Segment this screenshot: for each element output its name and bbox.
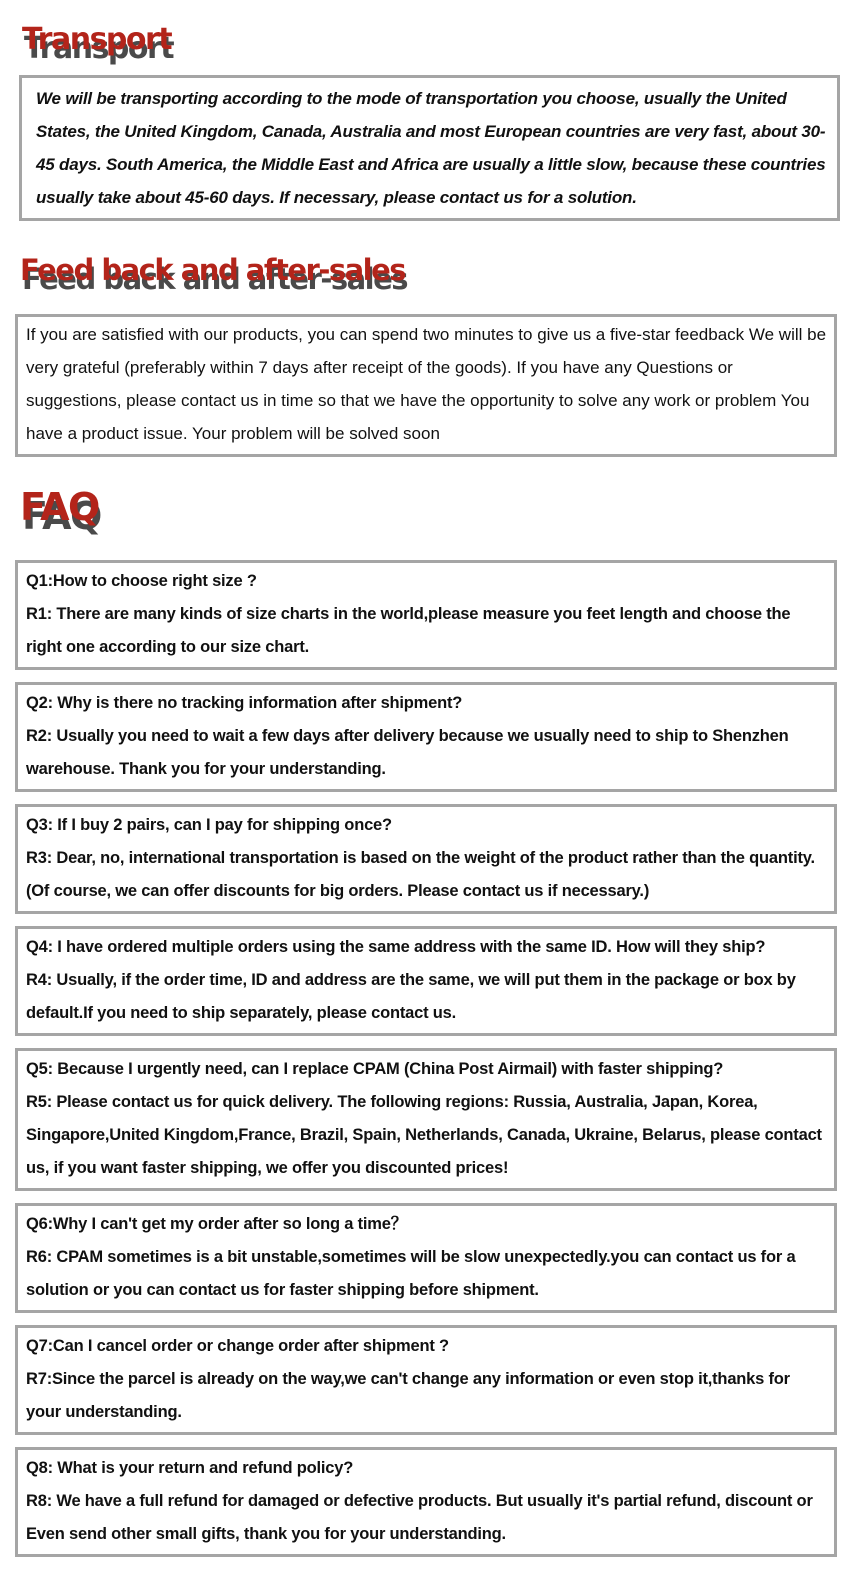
faq-answer: R4: Usually, if the order time, ID and address are the same, we will put them in the package or box by default.If you need to ship separately, please contact us. [26, 971, 796, 1023]
faq-question: Q2: Why is there no tracking information after shipment? [26, 694, 463, 713]
faq-heading: FAQ [20, 484, 99, 529]
faq-item [15, 1325, 837, 1435]
transport-text: We will be transporting according to the mode of transportation you choose, usually the United States, the United Kingdom, Canada, Australia and most European countries are very fast, about 30-45 days. South America, the Middle East and Africa are usually a little slow, because these countries usually take about 45-60 days. If necessary, please contact us for a solution. [36, 89, 826, 207]
faq-question: Q3: If I buy 2 pairs, can I pay for shipping once? [26, 816, 392, 835]
faq-answer: R7:Since the parcel is already on the way,we can't change any information or even stop it,thanks for your understanding. [26, 1370, 790, 1422]
faq-question: Q7:Can I cancel order or change order after shipment ? [26, 1337, 449, 1356]
faq-question: Q1:How to choose right size ? [26, 572, 257, 591]
faq-item [15, 804, 837, 914]
faq-answer: R3: Dear, no, international transportation is based on the weight of the product rather than the quantity. (Of course, we can offer discounts for big orders. Please contact us if necessary.) [26, 849, 815, 901]
transport-heading: Transport [22, 22, 172, 57]
faq-answer: R5: Please contact us for quick delivery. The following regions: Russia, Australia, Japan, Korea, Singapore,United Kingdom,France, Brazil, Spain, Netherlands, Canada, Ukraine, Belarus, please contact us, if you want faster shipping, we offer you discounted prices! [26, 1093, 822, 1178]
faq-answer: R2: Usually you need to wait a few days after delivery because we usually need to ship to Shenzhen warehouse. Thank you for your understanding. [26, 727, 789, 779]
faq-question: Q6:Why I can't get my order after so long a time？ [26, 1215, 408, 1234]
feedback-box [15, 314, 837, 457]
transport-box [19, 75, 840, 221]
faq-item [15, 1447, 837, 1557]
faq-item [15, 682, 837, 792]
faq-answer: R6: CPAM sometimes is a bit unstable,sometimes will be slow unexpectedly.you can contact us for a solution or you can contact us for faster shipping before shipment. [26, 1248, 796, 1300]
faq-answer: R1: There are many kinds of size charts in the world,please measure you feet length and choose the right one according to our size chart. [26, 605, 791, 657]
faq-answer: R8: We have a full refund for damaged or defective products. But usually it's partial refund, discount or Even send other small gifts, thank you for your understanding. [26, 1492, 813, 1544]
faq-question: Q5: Because I urgently need, can I replace CPAM (China Post Airmail) with faster shipping? [26, 1060, 724, 1079]
feedback-heading: Feed back and after-sales [20, 253, 406, 287]
faq-question: Q8: What is your return and refund policy? [26, 1459, 354, 1478]
faq-question: Q4: I have ordered multiple orders using the same address with the same ID. How will they ship? [26, 938, 766, 957]
faq-item [15, 926, 837, 1036]
faq-item [15, 560, 837, 670]
faq-item [15, 1048, 837, 1191]
faq-item [15, 1203, 837, 1313]
faq-list [0, 560, 856, 1557]
feedback-text: If you are satisfied with our products, you can spend two minutes to give us a five-star feedback We will be very grateful (preferably within 7 days after receipt of the goods). If you have any Questions or suggestions, please contact us in time so that we have the opportunity to solve any work or problem You have a product issue. Your problem will be solved soon [26, 324, 827, 443]
